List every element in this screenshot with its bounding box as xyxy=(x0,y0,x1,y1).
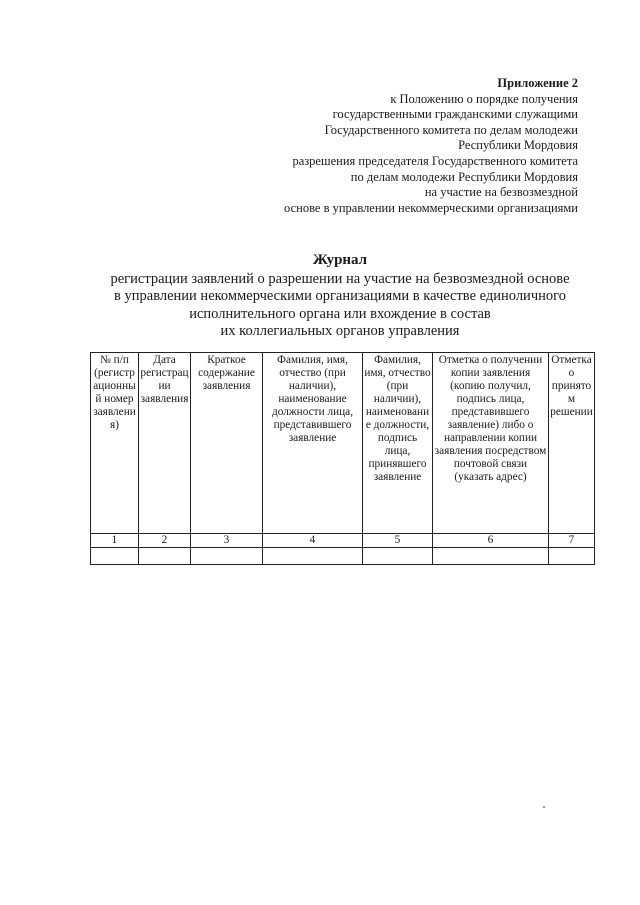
column-number: 5 xyxy=(363,534,433,548)
scan-speck xyxy=(543,806,545,808)
column-number: 1 xyxy=(91,534,139,548)
journal-subtitle-line: регистрации заявлений о разрешении на участие на безвозмездной основе xyxy=(110,270,570,287)
column-number: 6 xyxy=(433,534,549,548)
appendix-block xyxy=(158,76,578,216)
table-header-row xyxy=(91,353,595,534)
appendix-line: на участие на безвозмездной xyxy=(424,185,578,200)
journal-subtitle-line: исполнительного органа или вхождение в состав xyxy=(189,305,491,322)
table-cell xyxy=(91,548,139,565)
column-number: 4 xyxy=(263,534,363,548)
table-cell xyxy=(363,548,433,565)
journal-subtitle-line: в управлении некоммерческими организациями в качестве единоличного xyxy=(114,288,566,304)
table-row xyxy=(91,548,595,565)
journal-title-block xyxy=(60,252,620,341)
table-cell xyxy=(191,548,263,565)
header-cell-copy-mark: Отметка о получении копии заявления (копию получил, подпись лица, представившего заявление) либо о направлении копии заявления посредством почтовой связи (указать адрес) xyxy=(433,353,549,534)
table-cell xyxy=(263,548,363,565)
table-cell xyxy=(433,548,549,565)
appendix-line: к Положению о порядке получения xyxy=(390,91,578,106)
column-number: 3 xyxy=(191,534,263,548)
appendix-line: Государственного комитета по делам молодежи xyxy=(324,122,578,137)
table-cell xyxy=(139,548,191,565)
appendix-line: разрешения председателя Государственного комитета xyxy=(292,153,578,168)
header-cell-summary: Краткое содержание заявления xyxy=(191,353,263,534)
appendix-line: государственными гражданскими служащими xyxy=(332,107,578,122)
header-cell-submitter: Фамилия, имя, отчество (при наличии), наименование должности лица, представившего заявление xyxy=(263,353,363,534)
appendix-line: Республики Мордовия xyxy=(458,138,578,153)
table-number-row xyxy=(91,534,595,548)
journal-subtitle-line: их коллегиальных органов управления xyxy=(220,323,460,339)
header-cell-registration-number: № п/п (регистрационный номер заявления) xyxy=(91,353,139,534)
appendix-line: по делам молодежи Республики Мордовия xyxy=(350,169,578,184)
header-cell-registration-date: Дата регистрации заявления xyxy=(139,353,191,534)
journal-title: Журнал xyxy=(312,252,368,268)
header-cell-receiver: Фамилия, имя, отчество (при наличии), наименование должности, подпись лица, принявшего заявление xyxy=(363,353,433,534)
column-number: 7 xyxy=(549,534,595,548)
appendix-heading: Приложение 2 xyxy=(497,76,578,90)
journal-table xyxy=(90,352,595,565)
table-cell xyxy=(549,548,595,565)
appendix-line: основе в управлении некоммерческими организациями xyxy=(284,200,578,215)
header-cell-decision-mark: Отметка о принятом решении xyxy=(549,353,595,534)
column-number: 2 xyxy=(139,534,191,548)
